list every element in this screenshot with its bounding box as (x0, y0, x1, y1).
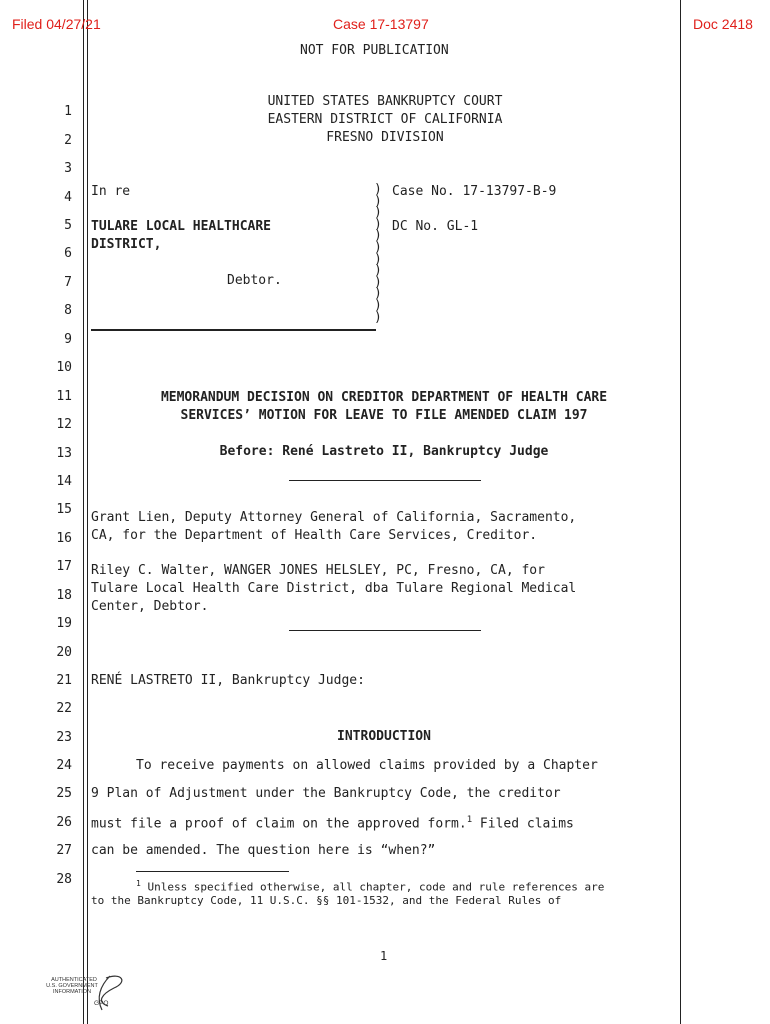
before-judge: Before: René Lastreto II, Bankruptcy Judge (219, 444, 549, 459)
left-margin-line-inner (87, 0, 88, 1024)
footnote-line2: to the Bankruptcy Code, 11 U.S.C. §§ 101-1532, and the Federal Rules of (91, 894, 562, 907)
dc-number: DC No. GL-1 (392, 219, 479, 234)
line-number: 26 (56, 815, 72, 830)
line-number: 11 (56, 389, 72, 404)
line-number: 27 (56, 843, 72, 858)
document-title-line2: SERVICES’ MOTION FOR LEAVE TO FILE AMENDED CLAIM 197 (180, 408, 588, 423)
appearances-divider (289, 630, 481, 631)
right-margin-line (680, 0, 681, 1024)
seal-line2: U.S. GOVERNMENT (46, 983, 98, 989)
footnote-separator (136, 871, 289, 872)
gpo-seal-icon (44, 972, 130, 1020)
publication-note: NOT FOR PUBLICATION (300, 43, 449, 58)
seal-line4: GPO (94, 1000, 109, 1007)
page-number: 1 (380, 949, 388, 963)
intro-line2: 9 Plan of Adjustment under the Bankruptcy Code, the creditor (91, 786, 561, 801)
line-number: 18 (56, 588, 72, 603)
line-number: 10 (56, 360, 72, 375)
footnote-marker: 1 (136, 879, 141, 888)
line-number: 20 (56, 645, 72, 660)
appearance-debtor-line2: Tulare Local Health Care District, dba Tulare Regional Medical (91, 581, 577, 596)
intro-line3-text: must file a proof of claim on the approved form. (91, 816, 467, 832)
intro-line4: can be amended. The question here is “when?” (91, 843, 436, 858)
appearance-creditor-line1: Grant Lien, Deputy Attorney General of California, Sacramento, (91, 510, 577, 525)
footnote-reference[interactable]: 1 (466, 815, 473, 825)
line-number: 28 (56, 872, 72, 887)
court-division: FRESNO DIVISION (326, 130, 444, 145)
court-name: UNITED STATES BANKRUPTCY COURT (267, 94, 503, 109)
section-heading-introduction: INTRODUCTION (337, 729, 431, 744)
judge-line: RENÉ LASTRETO II, Bankruptcy Judge: (91, 673, 365, 688)
line-number: 15 (56, 502, 72, 517)
doc-number-header: Doc 2418 (693, 16, 753, 32)
seal-line1: AUTHENTICATED (51, 977, 97, 983)
line-number: 6 (64, 246, 72, 261)
line-number: 25 (56, 786, 72, 801)
case-number: Case No. 17-13797-B-9 (392, 184, 557, 199)
line-number: 2 (64, 133, 72, 148)
left-margin-line-outer (83, 0, 84, 1024)
line-number: 7 (64, 275, 72, 290)
debtor-label: Debtor. (227, 273, 282, 288)
appearance-debtor-line3: Center, Debtor. (91, 599, 209, 614)
line-number: 14 (56, 474, 72, 489)
line-number: 3 (64, 161, 72, 176)
footnote-line1 (136, 879, 604, 894)
appearance-debtor-line1: Riley C. Walter, WANGER JONES HELSLEY, PC, Fresno, CA, for (91, 563, 545, 578)
appearance-creditor-line2: CA, for the Department of Health Care Services, Creditor. (91, 528, 538, 543)
line-number: 17 (56, 559, 72, 574)
intro-line1: To receive payments on allowed claims provided by a Chapter (136, 758, 598, 773)
caption-parentheses: ) ) ) ) ) ) ) ) ) ) ) ) (374, 182, 382, 325)
line-number: 13 (56, 446, 72, 461)
debtor-name-line2: DISTRICT, (91, 237, 162, 252)
debtor-name-line1: TULARE LOCAL HEALTHCARE (91, 219, 272, 234)
line-number: 23 (56, 730, 72, 745)
line-number: 5 (64, 218, 72, 233)
in-re-label: In re (91, 184, 131, 199)
court-district: EASTERN DISTRICT OF CALIFORNIA (267, 112, 503, 127)
line-number: 24 (56, 758, 72, 773)
line-number: 22 (56, 701, 72, 716)
intro-line3 (91, 815, 574, 831)
footnote-text-line1: Unless specified otherwise, all chapter, code and rule references are (147, 880, 605, 894)
line-number: 9 (64, 332, 72, 347)
line-number: 1 (64, 104, 72, 119)
line-number: 19 (56, 616, 72, 631)
line-number: 12 (56, 417, 72, 432)
case-number-header: Case 17-13797 (333, 16, 429, 32)
line-number: 21 (56, 673, 72, 688)
filed-date: Filed 04/27/21 (12, 16, 101, 32)
gpo-authenticated-seal (44, 972, 130, 1024)
line-number: 16 (56, 531, 72, 546)
caption-bottom-rule (91, 329, 376, 331)
intro-line3-tail: Filed claims (472, 816, 574, 832)
document-title-line1: MEMORANDUM DECISION ON CREDITOR DEPARTMENT OF HEALTH CARE (160, 390, 608, 405)
title-divider (289, 480, 481, 481)
line-number: 8 (64, 303, 72, 318)
line-number: 4 (64, 190, 72, 205)
seal-line3: INFORMATION (52, 989, 92, 995)
